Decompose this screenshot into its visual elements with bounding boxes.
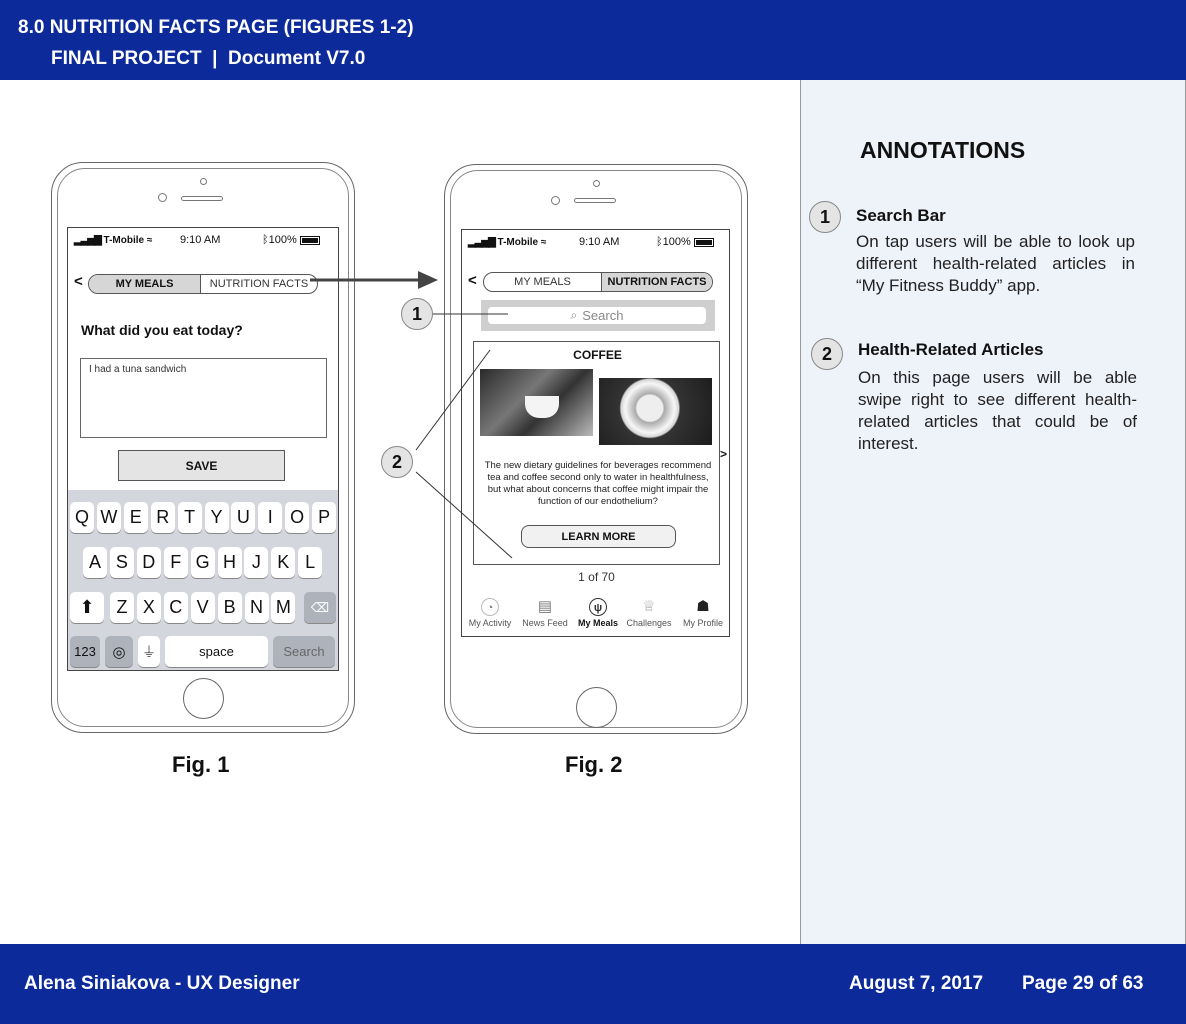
flow-arrow [310, 268, 440, 292]
trophy-icon: ♕ [642, 598, 656, 615]
battery-icon [300, 236, 320, 245]
status-time: 9:10 AM [579, 236, 620, 248]
key-n[interactable]: N [245, 592, 269, 623]
space-key[interactable]: space [165, 636, 268, 667]
tab-nutrition-facts[interactable]: NUTRITION FACTS [209, 278, 309, 290]
key-l[interactable]: L [298, 547, 322, 578]
learn-more-button[interactable]: LEARN MORE [521, 525, 676, 548]
key-o[interactable]: O [285, 502, 309, 533]
mic-key[interactable] [138, 636, 160, 667]
speaker-grille-icon [574, 198, 616, 203]
annotation-title-1: Search Bar [856, 206, 946, 225]
search-input[interactable]: ⌕ Search [488, 307, 706, 324]
backspace-icon: ⌫ [310, 599, 330, 615]
status-carrier: ▂▃▅▇ T-Mobile ≈ [468, 237, 547, 248]
nav-my-meals[interactable]: ψ My Meals [570, 598, 626, 628]
page-footer [0, 944, 1186, 1024]
numbers-key[interactable]: 123 [70, 636, 100, 667]
earpiece-sensor-icon [200, 178, 207, 185]
page-header [0, 0, 1186, 80]
back-icon[interactable]: < [74, 273, 83, 290]
speaker-grille-icon [181, 196, 223, 201]
callout-badge-1: 1 [401, 298, 433, 330]
page-title: 8.0 NUTRITION FACTS PAGE (FIGURES 1-2) [18, 17, 414, 38]
figure-caption-2: Fig. 2 [565, 752, 623, 777]
key-x[interactable]: X [137, 592, 161, 623]
back-icon[interactable]: < [468, 272, 477, 289]
nav-news-feed[interactable]: ▤ News Feed [522, 598, 568, 628]
search-icon: ⌕ [570, 308, 578, 322]
key-y[interactable]: Y [205, 502, 229, 533]
profile-icon: ☗ [696, 598, 710, 615]
status-carrier: ▂▃▅▇ T-Mobile ≈ [74, 235, 153, 246]
annotation-title-2: Health-Related Articles [858, 340, 1044, 359]
key-d[interactable]: D [137, 547, 161, 578]
battery-icon [694, 238, 714, 247]
next-article-icon[interactable]: > [720, 447, 728, 461]
bluetooth-icon: ᛒ [656, 236, 663, 248]
key-f[interactable]: F [164, 547, 188, 578]
tab-my-meals[interactable]: MY MEALS [484, 273, 602, 291]
key-t[interactable]: T [178, 502, 202, 533]
meals-icon: ψ [589, 598, 607, 616]
key-j[interactable]: J [244, 547, 268, 578]
article-title: COFFEE [573, 348, 622, 362]
footer-date: August 7, 2017 [849, 973, 984, 994]
delete-key[interactable] [304, 592, 336, 623]
nav-challenges[interactable]: ♕ Challenges [626, 598, 672, 628]
annotations-heading: ANNOTATIONS [860, 137, 1026, 163]
front-camera-icon [551, 196, 560, 205]
tab-nutrition-facts[interactable]: NUTRITION FACTS [602, 273, 712, 291]
annotation-desc-2: On this page users will be able swipe right to see different health-related articles that could be of interest. [858, 368, 1137, 453]
bottom-nav [462, 598, 730, 637]
meal-text-input[interactable] [80, 358, 327, 438]
latte-image [599, 378, 712, 445]
shift-key[interactable] [70, 592, 104, 623]
key-u[interactable]: U [231, 502, 255, 533]
key-s[interactable]: S [110, 547, 134, 578]
figure-caption-1: Fig. 1 [172, 752, 230, 777]
key-q[interactable]: Q [70, 502, 94, 533]
key-p[interactable]: P [312, 502, 336, 533]
article-body: The new dietary guidelines for beverages recommend tea and coffee second only to water in healthfulness, but what about concerns that coffee might impair the function of our endothelium? [484, 460, 712, 507]
key-i[interactable]: I [258, 502, 282, 533]
segmented-tabs [483, 272, 713, 292]
tab-my-meals[interactable]: MY MEALS [89, 275, 201, 293]
signal-icon: ▂▃▅▇ [468, 237, 495, 248]
shift-icon: ⬆ [79, 597, 95, 617]
meal-input-value: I had a tuna sandwich [89, 364, 187, 375]
status-battery: ᛒ100% [262, 234, 320, 246]
status-time: 9:10 AM [180, 234, 221, 246]
question-label: What did you eat today? [81, 322, 243, 338]
status-battery: ᛒ100% [656, 236, 714, 248]
annotation-badge-2: 2 [811, 338, 843, 370]
key-k[interactable]: K [271, 547, 295, 578]
segmented-tabs [88, 274, 318, 294]
key-h[interactable]: H [218, 547, 242, 578]
globe-icon: ◎ [112, 643, 126, 661]
callout-badge-2: 2 [381, 446, 413, 478]
news-feed-icon: ▤ [537, 598, 553, 615]
footer-author: Alena Siniakova - UX Designer [24, 973, 300, 994]
nav-my-activity[interactable]: ◔ My Activity [462, 598, 518, 628]
annotation-desc-1: On tap users will be able to look up different health-related articles in “My Fitness Buddy” app. [856, 232, 1135, 295]
key-w[interactable]: W [97, 502, 121, 533]
signal-icon: ▂▃▅▇ [74, 235, 101, 246]
key-v[interactable]: V [191, 592, 215, 623]
key-m[interactable]: M [271, 592, 295, 623]
key-e[interactable]: E [124, 502, 148, 533]
key-g[interactable]: G [191, 547, 215, 578]
microphone-icon: ⏚ [142, 643, 156, 660]
coffee-cup-shape [525, 396, 559, 418]
screen-fig1 [67, 227, 339, 671]
key-b[interactable]: B [218, 592, 242, 623]
key-c[interactable]: C [164, 592, 188, 623]
wifi-icon: ≈ [540, 237, 547, 248]
nav-my-profile[interactable]: ☗ My Profile [682, 598, 723, 628]
home-button[interactable] [576, 687, 617, 728]
home-button[interactable] [183, 678, 224, 719]
key-a[interactable]: A [83, 547, 107, 578]
globe-key[interactable] [105, 636, 133, 667]
keyboard [68, 490, 339, 671]
activity-icon: ◔ [481, 598, 499, 616]
page-subtitle: FINAL PROJECT | Document V7.0 [51, 48, 366, 69]
annotations-panel [800, 80, 1186, 944]
bluetooth-icon: ᛒ [262, 234, 269, 246]
wifi-icon: ≈ [146, 235, 153, 246]
footer-page: Page 29 of 63 [1022, 973, 1144, 994]
key-z[interactable]: Z [110, 592, 134, 623]
annotation-badge-1: 1 [809, 201, 841, 233]
save-button[interactable]: SAVE [118, 450, 285, 481]
callout-lines [380, 300, 520, 565]
search-key[interactable]: Search [273, 636, 335, 667]
earpiece-sensor-icon [593, 180, 600, 187]
pager-text: 1 of 70 [578, 570, 615, 584]
key-r[interactable]: R [151, 502, 175, 533]
front-camera-icon [158, 193, 167, 202]
